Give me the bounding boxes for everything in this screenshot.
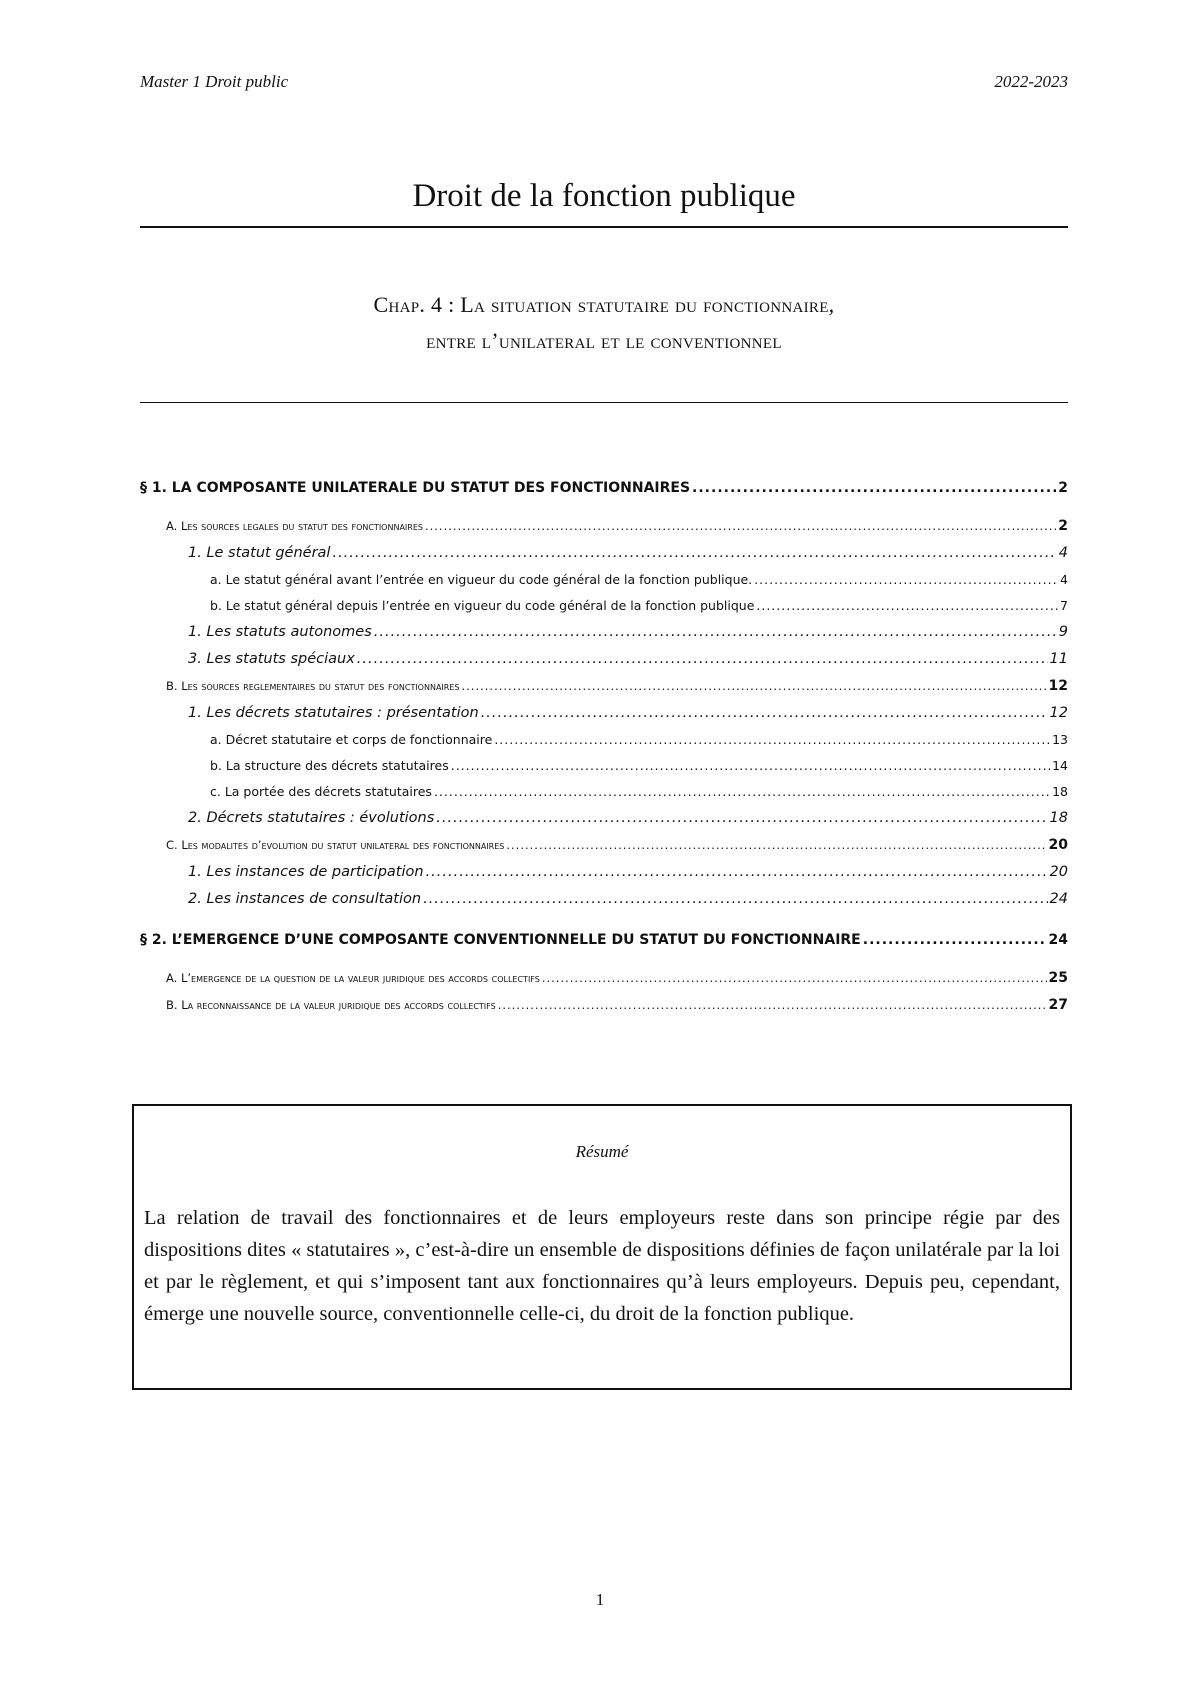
toc-entry-page: 24 <box>1048 932 1068 948</box>
toc-section-a[interactable] <box>140 513 1068 540</box>
chapter-heading-line-1: Chap. 4 : La situation statutaire du fonctionnaire, <box>373 292 835 317</box>
toc-entry-page: 20 <box>1049 864 1068 880</box>
toc-item[interactable] <box>140 779 1068 805</box>
toc-entry-page: 4 <box>1058 545 1068 561</box>
toc-dot-leader <box>863 926 1047 954</box>
toc-entry-label: a. Le statut général avant l’entrée en vigueur du code général de la fonction publique. <box>210 572 753 587</box>
chapter-heading-line-2: entre l’unilateral et le conventionnel <box>426 328 782 353</box>
toc-entry-page: 13 <box>1052 732 1068 747</box>
toc-entry-page: 18 <box>1052 784 1068 799</box>
toc-entry-page: 9 <box>1058 624 1068 640</box>
toc-entry-page: 2 <box>1058 518 1068 534</box>
toc-dot-leader <box>481 700 1048 727</box>
toc-section-a[interactable] <box>140 965 1068 992</box>
toc-dot-leader <box>374 619 1057 646</box>
page-number: 1 <box>595 1590 605 1609</box>
toc-section-b[interactable] <box>140 673 1068 700</box>
toc-entry-label: a. Décret statutaire et corps de fonctionnaire <box>210 732 493 747</box>
toc-dot-leader <box>426 859 1048 886</box>
toc-entry-page: 25 <box>1048 970 1068 986</box>
summary-box <box>132 1104 1072 1390</box>
toc-entry-page: 27 <box>1048 997 1068 1013</box>
toc-part-1[interactable] <box>140 474 1068 502</box>
toc-entry-label: B. Les sources reglementaires du statut des fonctionnaires <box>166 679 460 693</box>
toc-entry-label: 1. Les décrets statutaires : présentation <box>188 705 479 721</box>
document-title: Droit de la fonction publique <box>412 178 796 214</box>
toc-dot-leader <box>436 805 1047 832</box>
chapter-heading <box>140 287 1068 359</box>
toc-entry-page: 4 <box>1060 572 1068 587</box>
toc-entry-label: c. La portée des décrets statutaires <box>210 784 432 799</box>
header-course-label: Master 1 Droit public <box>140 72 289 91</box>
toc-section-b[interactable] <box>140 992 1068 1019</box>
toc-item[interactable] <box>140 567 1068 593</box>
toc-dot-leader <box>332 540 1056 567</box>
toc-entry-page: 12 <box>1049 705 1068 721</box>
summary-title: Résumé <box>575 1142 629 1161</box>
toc-section-c[interactable] <box>140 832 1068 859</box>
toc-entry-page: 14 <box>1052 758 1068 773</box>
toc-subsection[interactable] <box>140 805 1068 832</box>
toc-entry-label: 1. Les statuts autonomes <box>188 624 372 640</box>
toc-dot-leader <box>692 474 1056 502</box>
toc-dot-leader <box>542 965 1047 992</box>
table-of-contents <box>140 474 1068 1019</box>
chapter-divider <box>140 402 1068 403</box>
toc-entry-label: C. Les modalites d’evolution du statut unilateral des fonctionnaires <box>166 838 505 852</box>
toc-entry-page: 18 <box>1049 810 1068 826</box>
toc-item[interactable] <box>140 593 1068 619</box>
toc-entry-label: A. L’emergence de la question de la valeur juridique des accords collectifs <box>166 971 540 985</box>
toc-dot-leader <box>494 727 1050 753</box>
toc-entry-label: 2. Les instances de consultation <box>188 891 422 907</box>
toc-dot-leader <box>451 753 1050 779</box>
header-academic-year: 2022-2023 <box>994 72 1068 91</box>
toc-dot-leader <box>461 673 1046 700</box>
toc-part-2[interactable] <box>140 926 1068 954</box>
toc-dot-leader <box>756 593 1058 619</box>
title-underline <box>140 226 1068 228</box>
toc-dot-leader <box>506 832 1046 859</box>
toc-entry-page: 20 <box>1048 837 1068 853</box>
toc-entry-page: 11 <box>1049 651 1068 667</box>
toc-dot-leader <box>498 992 1047 1019</box>
toc-subsection[interactable] <box>140 700 1068 727</box>
toc-dot-leader <box>423 886 1047 913</box>
toc-entry-label: A. Les sources legales du statut des fonctionnaires <box>166 519 423 533</box>
toc-subsection[interactable] <box>140 540 1068 567</box>
toc-entry-page: 2 <box>1058 480 1068 496</box>
toc-dot-leader <box>425 513 1056 540</box>
toc-entry-label: b. Le statut général depuis l’entrée en vigueur du code général de la fonction publique <box>210 598 755 613</box>
toc-entry-label: 1. Les instances de participation <box>188 864 424 880</box>
toc-entry-label: § 2. L’EMERGENCE D’UNE COMPOSANTE CONVENTIONNELLE DU STATUT DU FONCTIONNAIRE <box>140 932 861 948</box>
toc-item[interactable] <box>140 753 1068 779</box>
toc-entry-page: 24 <box>1049 891 1068 907</box>
toc-dot-leader <box>754 567 1058 593</box>
toc-entry-label: 3. Les statuts spéciaux <box>188 651 355 667</box>
page-header <box>140 72 1068 96</box>
toc-entry-label: § 1. LA COMPOSANTE UNILATERALE DU STATUT DES FONCTIONNAIRES <box>140 480 691 496</box>
toc-subsection[interactable] <box>140 646 1068 673</box>
toc-subsection[interactable] <box>140 619 1068 646</box>
toc-item[interactable] <box>140 727 1068 753</box>
toc-entry-page: 12 <box>1048 678 1068 694</box>
toc-entry-label: 2. Décrets statutaires : évolutions <box>188 810 435 826</box>
toc-dot-leader <box>434 779 1050 805</box>
toc-entry-page: 7 <box>1060 598 1068 613</box>
toc-entry-label: b. La structure des décrets statutaires <box>210 758 449 773</box>
toc-entry-label: 1. Le statut général <box>188 545 331 561</box>
toc-entry-label: B. La reconnaissance de la valeur juridique des accords collectifs <box>166 998 496 1012</box>
toc-subsection[interactable] <box>140 886 1068 913</box>
toc-dot-leader <box>357 646 1048 673</box>
summary-text: La relation de travail des fonctionnaires et de leurs employeurs reste dans son principe régie par des dispositions dites « statutaires », c’est-à-dire un ensemble de dispositions définies de façon unilatérale par la loi et par le règlement, et qui s’imposent tant aux fonctionnaires qu’à leurs employeurs. Depuis peu, cependant, émerge une nouvelle source, conventionnelle celle-ci, du droit de la fonction publique. <box>144 1207 1060 1325</box>
toc-subsection[interactable] <box>140 859 1068 886</box>
